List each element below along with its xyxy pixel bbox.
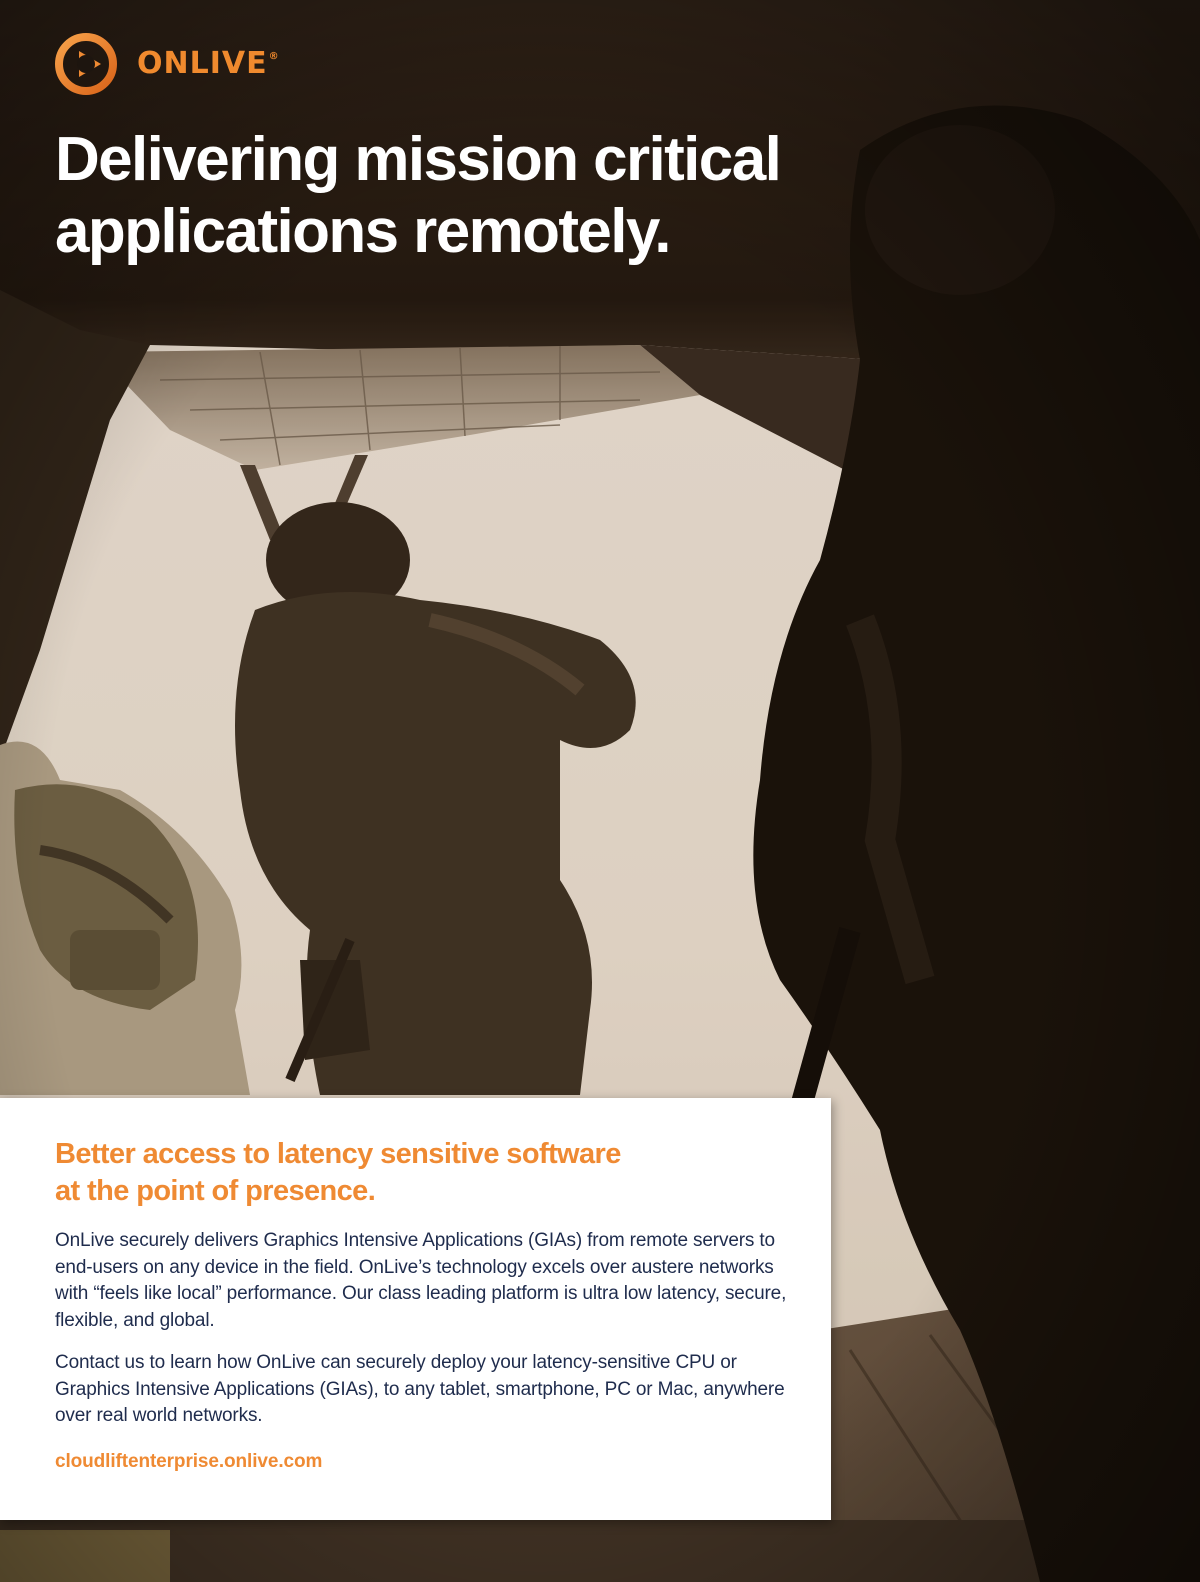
onlive-logo [55, 33, 280, 95]
headline [55, 124, 875, 268]
headline-line-1: Delivering mission critical [55, 125, 781, 194]
panel-title-line-2: at the point of presence. [55, 1175, 376, 1207]
brand-name: ONLIVE [137, 46, 268, 81]
registered-mark: ® [268, 51, 280, 62]
website-link[interactable]: cloudliftenterprise.onlive.com [55, 1451, 323, 1472]
panel-title-line-1: Better access to latency sensitive software [55, 1138, 621, 1170]
onlive-wordmark [137, 46, 280, 81]
content-panel [0, 1098, 831, 1520]
panel-paragraph-1: OnLive securely delivers Graphics Intensive Applications (GIAs) from remote servers to end-users on any device in the field. OnLive’s technology excels over austere networks with “feels like local” performance. Our class leading platform is ultra low latency, secure, flexible, and global. [55, 1230, 787, 1331]
panel-title [55, 1136, 795, 1210]
panel-paragraph-2: Contact us to learn how OnLive can securely deploy your latency-sensitive CPU or Graphics Intensive Applications (GIAs), to any tablet, smartphone, PC or Mac, anywhere over real world networks. [55, 1352, 785, 1426]
headline-line-2: applications remotely. [55, 197, 670, 266]
onlive-logo-icon [55, 33, 117, 95]
